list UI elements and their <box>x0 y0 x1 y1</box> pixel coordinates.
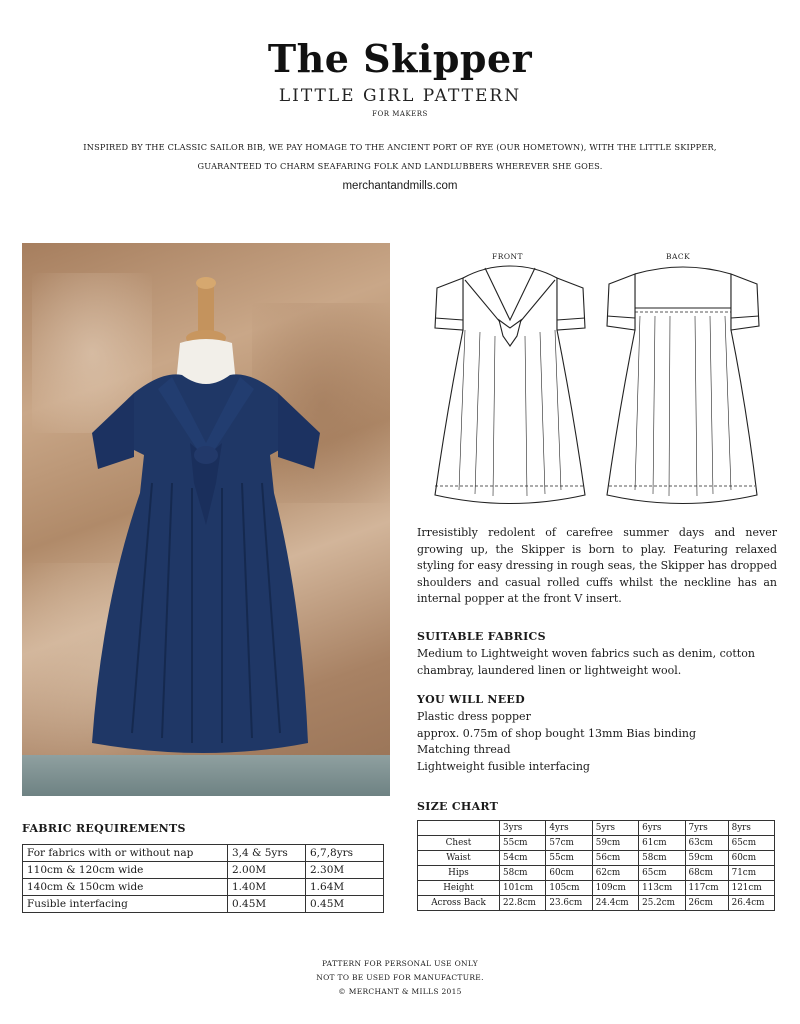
size-header: 5yrs <box>592 821 638 836</box>
table-cell: 24.4cm <box>592 896 638 911</box>
table-cell: 1.64M <box>306 879 384 896</box>
suitable-fabrics-heading: SUITABLE FABRICS <box>417 630 546 643</box>
you-will-need-list <box>417 709 777 775</box>
table-cell: 0.45M <box>228 896 306 913</box>
flat-drawings <box>425 250 770 510</box>
table-cell: 62cm <box>592 866 638 881</box>
list-item: Plastic dress popper <box>417 710 531 723</box>
table-row <box>23 845 384 862</box>
fabric-requirements-table <box>22 844 384 913</box>
size-chart-corner <box>418 821 500 836</box>
table-cell: 71cm <box>728 866 774 881</box>
table-cell: 56cm <box>592 851 638 866</box>
you-will-need-heading: YOU WILL NEED <box>417 693 525 706</box>
table-row <box>418 821 775 836</box>
pattern-description: Irresistibly redolent of carefree summer days and never growing up, the Skipper is born to play. Featuring relaxed styling for easy dressing in rough seas, the Skipper has dropped shoulders and casual rolled cuffs whilst the neckline has an internal popper at the front V insert. <box>417 526 778 606</box>
pattern-subtitle: LITTLE GIRL PATTERN <box>278 86 522 106</box>
table-cell: 65cm <box>639 866 685 881</box>
row-label: Hips <box>418 866 500 881</box>
table-row <box>418 866 775 881</box>
table-row <box>418 851 775 866</box>
table-cell: 54cm <box>500 851 546 866</box>
size-header: 3yrs <box>500 821 546 836</box>
table-row <box>23 879 384 896</box>
list-item: approx. 0.75m of shop bought 13mm Bias binding <box>417 726 696 740</box>
table-row <box>23 896 384 913</box>
table-cell: 68cm <box>685 866 728 881</box>
table-cell: 121cm <box>728 881 774 896</box>
table-cell: 110cm & 120cm wide <box>23 862 228 879</box>
back-label: BACK <box>666 252 691 261</box>
table-cell: 3,4 & 5yrs <box>228 845 306 862</box>
intro-text <box>40 138 760 176</box>
table-cell: 58cm <box>639 851 685 866</box>
suitable-fabrics-body: Medium to Lightweight woven fabrics such as denim, cotton chambray, laundered linen or lightweight wool. <box>417 647 755 677</box>
table-cell: 60cm <box>546 866 592 881</box>
intro-line-1: INSPIRED BY THE CLASSIC SAILOR BIB, WE PAY HOMAGE TO THE ANCIENT PORT OF RYE (OUR HOMETOWN), WITH THE LITTLE SKIPPER, <box>83 142 717 152</box>
row-label: Height <box>418 881 500 896</box>
table-cell: 63cm <box>685 836 728 851</box>
table-cell: 26cm <box>685 896 728 911</box>
size-header: 8yrs <box>728 821 774 836</box>
dress-photo <box>22 243 390 796</box>
size-chart-table <box>417 820 775 911</box>
row-label: Across Back <box>418 896 500 911</box>
table-cell: 22.8cm <box>500 896 546 911</box>
list-item: Lightweight fusible interfacing <box>417 759 590 773</box>
table-cell: 101cm <box>500 881 546 896</box>
footer-line-2: NOT TO BE USED FOR MANUFACTURE. <box>316 973 484 982</box>
list-item: Matching thread <box>417 743 511 756</box>
footer-line-1: PATTERN FOR PERSONAL USE ONLY <box>322 959 478 968</box>
table-cell: 55cm <box>500 836 546 851</box>
table-cell: 57cm <box>546 836 592 851</box>
for-makers-label: FOR MAKERS <box>372 110 428 118</box>
size-header: 6yrs <box>639 821 685 836</box>
table-cell: 113cm <box>639 881 685 896</box>
table-cell: 2.30M <box>306 862 384 879</box>
technical-flats <box>425 250 770 510</box>
row-label: Chest <box>418 836 500 851</box>
table-cell: 117cm <box>685 881 728 896</box>
size-header: 4yrs <box>546 821 592 836</box>
fabric-requirements-heading: FABRIC REQUIREMENTS <box>22 822 186 835</box>
table-cell: Fusible interfacing <box>23 896 228 913</box>
intro-line-2: GUARANTEED TO CHARM SEAFARING FOLK AND LANDLUBBERS WHEREVER SHE GOES. <box>197 161 603 171</box>
table-cell: 140cm & 150cm wide <box>23 879 228 896</box>
table-cell: 0.45M <box>306 896 384 913</box>
back-flat <box>607 267 759 504</box>
table-cell: 105cm <box>546 881 592 896</box>
pattern-title: The Skipper <box>267 36 533 81</box>
table-cell: 65cm <box>728 836 774 851</box>
front-flat <box>435 266 585 504</box>
dress-on-form-illustration <box>22 243 390 796</box>
copyright: © MERCHANT & MILLS 2015 <box>338 987 462 996</box>
table-cell: 59cm <box>685 851 728 866</box>
table-cell: 60cm <box>728 851 774 866</box>
table-row <box>23 862 384 879</box>
table-cell: 58cm <box>500 866 546 881</box>
table-cell: 25.2cm <box>639 896 685 911</box>
table-cell: For fabrics with or without nap <box>23 845 228 862</box>
table-cell: 23.6cm <box>546 896 592 911</box>
website-link[interactable]: merchantandmills.com <box>342 180 458 192</box>
size-chart-heading: SIZE CHART <box>417 800 499 813</box>
table-cell: 26.4cm <box>728 896 774 911</box>
table-row <box>418 896 775 911</box>
table-cell: 109cm <box>592 881 638 896</box>
table-cell: 59cm <box>592 836 638 851</box>
table-cell: 61cm <box>639 836 685 851</box>
row-label: Waist <box>418 851 500 866</box>
table-cell: 55cm <box>546 851 592 866</box>
table-row <box>418 881 775 896</box>
table-cell: 6,7,8yrs <box>306 845 384 862</box>
table-cell: 1.40M <box>228 879 306 896</box>
table-row <box>418 836 775 851</box>
footer <box>0 957 800 999</box>
size-header: 7yrs <box>685 821 728 836</box>
front-label: FRONT <box>492 252 524 261</box>
table-cell: 2.00M <box>228 862 306 879</box>
